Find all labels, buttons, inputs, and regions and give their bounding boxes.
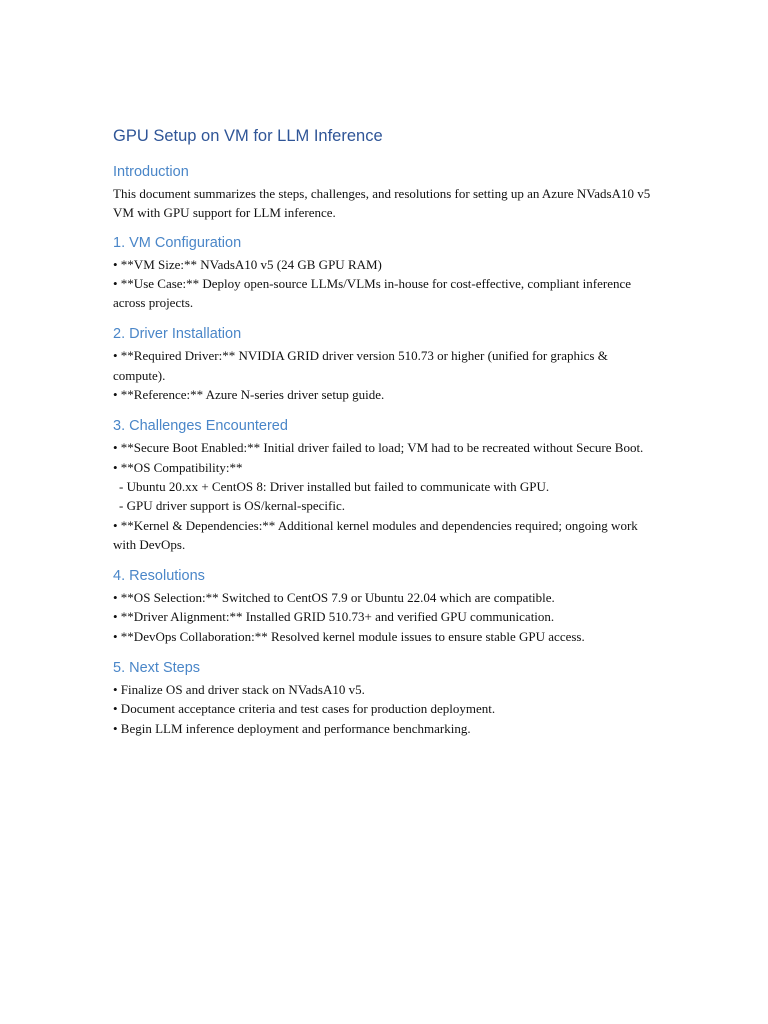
section-heading-driver-installation: 2. Driver Installation xyxy=(113,326,242,343)
list-item: • **DevOps Collaboration:** Resolved kernel module issues to ensure stable GPU access. xyxy=(113,628,585,644)
sub-list-item: - GPU driver support is OS/kernal-specific. xyxy=(119,498,346,514)
list-item: • **Driver Alignment:** Installed GRID 510.73+ and verified GPU communication. xyxy=(113,609,555,625)
section-heading-introduction: Introduction xyxy=(113,164,189,180)
list-item: • **VM Size:** NVadsA10 v5 (24 GB GPU RAM) xyxy=(113,256,382,272)
list-item: • **Reference:** Azure N-series driver setup guide. xyxy=(113,387,385,403)
list-item: • **OS Selection:** Switched to CentOS 7.9 or Ubuntu 22.04 which are compatible. xyxy=(113,590,555,606)
section-next-steps xyxy=(113,658,658,738)
list-item: • **Use Case:** Deploy open-source LLMs/VLMs in-house for cost-effective, compliant inference across projects. xyxy=(113,275,632,311)
driver-installation-list xyxy=(113,346,658,404)
document-title: GPU Setup on VM for LLM Inference xyxy=(113,127,383,145)
next-steps-list xyxy=(113,680,658,738)
section-driver-installation xyxy=(113,324,658,404)
section-introduction xyxy=(113,162,658,223)
list-item: • **Secure Boot Enabled:** Initial driver failed to load; VM had to be recreated without Secure Boot. xyxy=(113,440,644,456)
list-item: • **Required Driver:** NVIDIA GRID driver version 510.73 or higher (unified for graphics & compute). xyxy=(113,348,608,383)
document-content xyxy=(113,124,658,738)
list-item: • **OS Compatibility:** xyxy=(113,459,243,475)
resolutions-list xyxy=(113,588,658,646)
section-vm-configuration xyxy=(113,233,658,313)
section-heading-vm-configuration: 1. VM Configuration xyxy=(113,234,242,251)
list-item: • Begin LLM inference deployment and performance benchmarking. xyxy=(113,720,471,736)
section-challenges-encountered xyxy=(113,416,658,554)
section-resolutions xyxy=(113,566,658,646)
list-item: • Finalize OS and driver stack on NVadsA10 v5. xyxy=(113,682,365,698)
section-heading-next-steps: 5. Next Steps xyxy=(113,660,201,677)
sub-list-item: - Ubuntu 20.xx + CentOS 8: Driver installed but failed to communicate with GPU. xyxy=(119,478,550,494)
section-heading-challenges-encountered: 3. Challenges Encountered xyxy=(113,418,288,435)
introduction-paragraph: This document summarizes the steps, challenges, and resolutions for setting up an Azure NVadsA10 v5 VM with GPU support for LLM inference. xyxy=(113,186,651,221)
list-item: • Document acceptance criteria and test cases for production deployment. xyxy=(113,701,496,717)
section-heading-resolutions: 4. Resolutions xyxy=(113,568,205,585)
list-item: • **Kernel & Dependencies:** Additional kernel modules and dependencies required; ongoing work with DevOps. xyxy=(113,517,638,552)
vm-configuration-list xyxy=(113,255,658,313)
challenges-list xyxy=(113,438,658,554)
